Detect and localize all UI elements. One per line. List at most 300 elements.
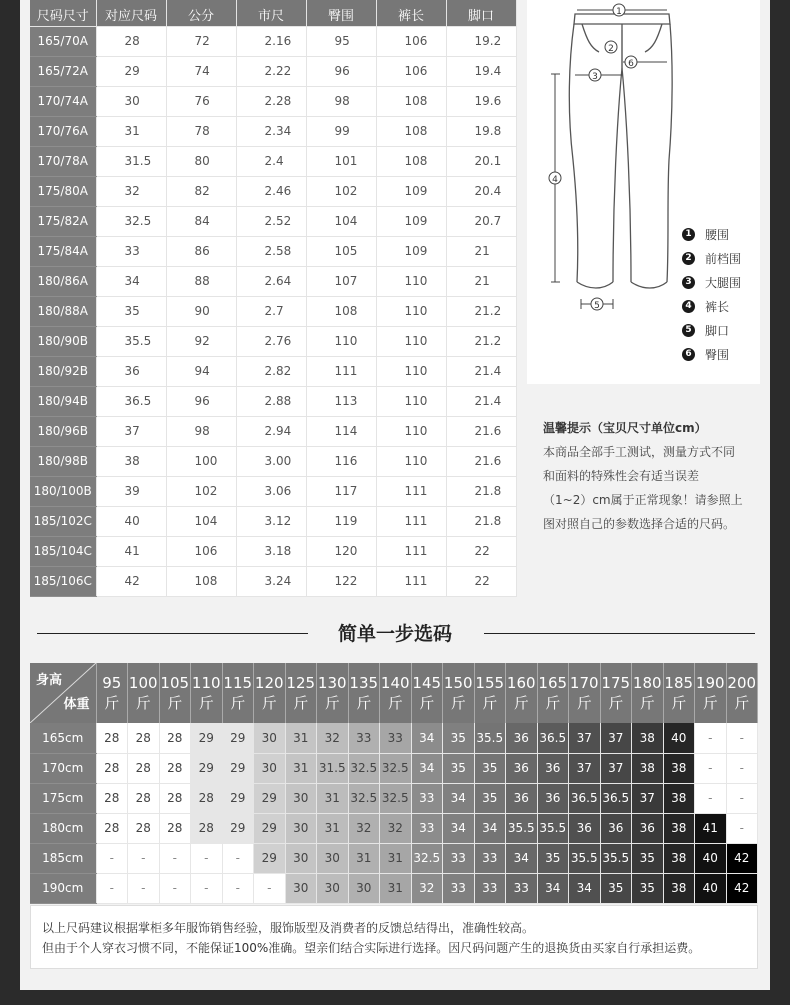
legend-number: 1 <box>682 228 695 241</box>
size-cell: 35.5 <box>537 813 569 843</box>
tips-line: 和面料的特殊性会有适当误差 <box>543 469 700 483</box>
size-cell: 33 <box>443 843 475 873</box>
weight-unit: 斤 <box>671 694 687 712</box>
size-cell: - <box>726 723 758 753</box>
legend-label: 裤长 <box>705 299 730 314</box>
size-cell: - <box>222 873 254 903</box>
size-value: 28 <box>96 26 166 56</box>
size-cell: 32.5 <box>348 783 380 813</box>
weight-value: 110 <box>191 674 221 692</box>
size-cell: 41 <box>695 813 727 843</box>
size-cell: 35.5 <box>569 843 601 873</box>
size-value: 110 <box>306 326 376 356</box>
size-value: 2.76 <box>236 326 306 356</box>
marker-5: 5 <box>594 301 600 311</box>
size-cell: 36 <box>506 783 538 813</box>
size-cell: 32.5 <box>380 783 412 813</box>
legend-label: 脚口 <box>705 323 730 338</box>
marker-2: 2 <box>608 44 614 54</box>
section-title: 简单一步选码 <box>337 623 452 645</box>
size-chart-header-cell: 尺码尺寸 <box>30 0 96 26</box>
size-label: 175/82A <box>30 206 96 236</box>
size-cell: 30 <box>254 723 286 753</box>
size-label: 180/90B <box>30 326 96 356</box>
size-value: 110 <box>376 266 446 296</box>
size-cell: 30 <box>317 843 349 873</box>
size-cell: 40 <box>695 843 727 873</box>
size-value: 104 <box>306 206 376 236</box>
size-cell: 32 <box>380 813 412 843</box>
weight-value: 185 <box>664 674 694 692</box>
size-cell: 28 <box>159 753 191 783</box>
height-label: 175cm <box>30 783 96 813</box>
size-cell: 31.5 <box>317 753 349 783</box>
size-cell: 29 <box>222 783 254 813</box>
weight-value: 120 <box>254 674 284 692</box>
size-value: 35.5 <box>96 326 166 356</box>
size-cell: 28 <box>128 783 160 813</box>
size-cell: 37 <box>569 753 601 783</box>
size-value: 38 <box>96 446 166 476</box>
size-cell: 28 <box>96 753 128 783</box>
weight-column-header <box>317 663 349 723</box>
weight-unit: 斤 <box>419 694 435 712</box>
size-value: 106 <box>376 56 446 86</box>
size-cell: 32.5 <box>380 753 412 783</box>
size-cell: 37 <box>569 723 601 753</box>
size-cell: - <box>695 723 727 753</box>
table-row <box>30 386 516 416</box>
size-cell: 30 <box>285 783 317 813</box>
size-cell: - <box>222 843 254 873</box>
size-cell: 36.5 <box>569 783 601 813</box>
size-value: 105 <box>306 236 376 266</box>
size-cell: 38 <box>663 783 695 813</box>
weight-unit: 斤 <box>167 694 183 712</box>
height-label: 170cm <box>30 753 96 783</box>
legend-item <box>682 246 741 270</box>
size-value: 35 <box>96 296 166 326</box>
size-cell: 36 <box>569 813 601 843</box>
table-row <box>30 176 516 206</box>
size-cell: 35 <box>474 753 506 783</box>
legend-item <box>682 270 741 294</box>
size-value: 2.34 <box>236 116 306 146</box>
size-cell: 33 <box>380 723 412 753</box>
size-cell: 33 <box>474 843 506 873</box>
size-value: 21.4 <box>446 356 516 386</box>
size-value: 109 <box>376 206 446 236</box>
size-value: 21 <box>446 266 516 296</box>
table-row <box>30 56 516 86</box>
weight-unit: 斤 <box>104 694 120 712</box>
table-row <box>30 326 516 356</box>
size-cell: 30 <box>317 873 349 903</box>
size-cell: - <box>159 873 191 903</box>
size-cell: 34 <box>411 723 443 753</box>
size-cell: 40 <box>663 723 695 753</box>
size-cell: 33 <box>348 723 380 753</box>
size-cell: 35.5 <box>506 813 538 843</box>
size-value: 90 <box>166 296 236 326</box>
size-cell: 29 <box>222 813 254 843</box>
size-cell: 29 <box>191 753 223 783</box>
weight-value: 130 <box>317 674 347 692</box>
size-value: 41 <box>96 536 166 566</box>
weight-value: 145 <box>412 674 442 692</box>
size-cell: 38 <box>632 753 664 783</box>
size-cell: 37 <box>600 753 632 783</box>
size-value: 101 <box>306 146 376 176</box>
size-cell: 33 <box>443 873 475 903</box>
size-value: 21.6 <box>446 446 516 476</box>
pants-measurement-diagram <box>527 0 760 384</box>
size-cell: - <box>726 753 758 783</box>
weight-unit: 斤 <box>293 694 309 712</box>
height-label: 190cm <box>30 873 96 903</box>
size-cell: 35 <box>600 873 632 903</box>
legend-number: 2 <box>682 252 695 265</box>
size-value: 100 <box>166 446 236 476</box>
table-row <box>30 266 516 296</box>
table-row <box>30 723 758 753</box>
size-value: 29 <box>96 56 166 86</box>
weight-column-header <box>537 663 569 723</box>
weight-value: 170 <box>569 674 599 692</box>
size-value: 20.4 <box>446 176 516 206</box>
size-cell: 37 <box>632 783 664 813</box>
weight-unit: 斤 <box>513 694 529 712</box>
size-cell: 31 <box>380 873 412 903</box>
size-cell: - <box>96 843 128 873</box>
size-value: 111 <box>306 356 376 386</box>
size-cell: 42 <box>726 873 758 903</box>
weight-unit: 斤 <box>387 694 403 712</box>
legend-label: 臀围 <box>705 347 730 362</box>
size-value: 98 <box>166 416 236 446</box>
table-row <box>30 813 758 843</box>
size-cell: 34 <box>443 783 475 813</box>
weight-column-header <box>96 663 128 723</box>
weight-value: 140 <box>380 674 410 692</box>
weight-column-header <box>695 663 727 723</box>
size-cell: 32.5 <box>348 753 380 783</box>
size-label: 170/76A <box>30 116 96 146</box>
size-cell: 28 <box>128 813 160 843</box>
weight-column-header <box>254 663 286 723</box>
size-value: 36.5 <box>96 386 166 416</box>
size-value: 108 <box>166 566 236 596</box>
size-value: 108 <box>306 296 376 326</box>
size-label: 180/92B <box>30 356 96 386</box>
marker-4: 4 <box>552 175 558 185</box>
size-label: 165/72A <box>30 56 96 86</box>
size-value: 92 <box>166 326 236 356</box>
size-cell: 28 <box>96 813 128 843</box>
size-cell: 33 <box>506 873 538 903</box>
size-cell: 36 <box>600 813 632 843</box>
table-row <box>30 206 516 236</box>
size-value: 22 <box>446 536 516 566</box>
size-value: 31 <box>96 116 166 146</box>
weight-column-header <box>285 663 317 723</box>
measurement-legend <box>682 222 741 366</box>
size-cell: 35 <box>443 753 475 783</box>
table-row <box>30 116 516 146</box>
size-label: 180/96B <box>30 416 96 446</box>
weight-column-header <box>663 663 695 723</box>
weight-label: 体重 <box>63 697 90 712</box>
weight-value: 150 <box>443 674 473 692</box>
size-cell: 31 <box>380 843 412 873</box>
table-row <box>30 753 758 783</box>
size-value: 109 <box>376 176 446 206</box>
size-cell: 36.5 <box>537 723 569 753</box>
table-row <box>30 356 516 386</box>
table-row <box>30 536 516 566</box>
size-cell: 38 <box>663 813 695 843</box>
size-cell: - <box>726 813 758 843</box>
size-value: 34 <box>96 266 166 296</box>
size-cell: 33 <box>474 873 506 903</box>
weight-column-header <box>569 663 601 723</box>
size-value: 111 <box>376 536 446 566</box>
table-row <box>30 873 758 903</box>
footnote-line: 但由于个人穿衣习惯不同，不能保证100%准确。望亲们结合实际进行选择。因尺码问题产生的退换货由买家自行承担运费。 <box>42 941 701 955</box>
weight-unit: 斤 <box>230 694 246 712</box>
size-cell: 38 <box>663 843 695 873</box>
size-value: 21.6 <box>446 416 516 446</box>
size-chart-header-cell: 臀围 <box>306 0 376 26</box>
tips-line: （1~2）cm属于正常现象！请参照上 <box>543 493 743 507</box>
size-value: 31.5 <box>96 146 166 176</box>
size-cell: 33 <box>411 783 443 813</box>
size-value: 108 <box>376 146 446 176</box>
weight-unit: 斤 <box>734 694 750 712</box>
size-value: 19.4 <box>446 56 516 86</box>
size-value: 98 <box>306 86 376 116</box>
size-cell: 30 <box>254 753 286 783</box>
size-value: 110 <box>376 326 446 356</box>
size-value: 76 <box>166 86 236 116</box>
weight-column-header <box>159 663 191 723</box>
size-value: 119 <box>306 506 376 536</box>
size-cell: - <box>726 783 758 813</box>
table-row <box>30 416 516 446</box>
size-value: 21.4 <box>446 386 516 416</box>
size-value: 19.6 <box>446 86 516 116</box>
size-cell: 31 <box>285 753 317 783</box>
size-value: 99 <box>306 116 376 146</box>
legend-number: 5 <box>682 324 695 337</box>
legend-item <box>682 318 741 342</box>
weight-unit: 斤 <box>639 694 655 712</box>
size-value: 111 <box>376 476 446 506</box>
weight-column-header <box>380 663 412 723</box>
weight-unit: 斤 <box>198 694 214 712</box>
legend-number: 6 <box>682 348 695 361</box>
size-cell: 28 <box>96 723 128 753</box>
legend-item <box>682 222 741 246</box>
weight-value: 160 <box>506 674 536 692</box>
size-value: 32.5 <box>96 206 166 236</box>
size-value: 106 <box>376 26 446 56</box>
size-value: 21.2 <box>446 326 516 356</box>
size-value: 110 <box>376 356 446 386</box>
legend-label: 前档围 <box>705 251 742 266</box>
size-cell: 36 <box>632 813 664 843</box>
weight-column-header <box>443 663 475 723</box>
size-value: 94 <box>166 356 236 386</box>
size-chart-table <box>30 0 517 597</box>
size-value: 2.16 <box>236 26 306 56</box>
size-value: 72 <box>166 26 236 56</box>
size-value: 82 <box>166 176 236 206</box>
size-label: 170/78A <box>30 146 96 176</box>
size-value: 36 <box>96 356 166 386</box>
size-cell: 35.5 <box>474 723 506 753</box>
weight-unit: 斤 <box>324 694 340 712</box>
size-value: 110 <box>376 446 446 476</box>
size-cell: 30 <box>285 843 317 873</box>
weight-value: 135 <box>349 674 379 692</box>
size-label: 185/104C <box>30 536 96 566</box>
size-value: 39 <box>96 476 166 506</box>
legend-item <box>682 294 741 318</box>
size-value: 22 <box>446 566 516 596</box>
size-value: 3.00 <box>236 446 306 476</box>
size-value: 111 <box>376 506 446 536</box>
size-cell: 35.5 <box>600 843 632 873</box>
size-label: 185/102C <box>30 506 96 536</box>
weight-value: 200 <box>727 674 757 692</box>
legend-number: 3 <box>682 276 695 289</box>
grid-corner <box>30 663 96 723</box>
size-label: 175/80A <box>30 176 96 206</box>
size-cell: 42 <box>726 843 758 873</box>
size-label: 180/94B <box>30 386 96 416</box>
size-value: 21.8 <box>446 476 516 506</box>
size-label: 170/74A <box>30 86 96 116</box>
size-value: 116 <box>306 446 376 476</box>
size-value: 3.12 <box>236 506 306 536</box>
footnote-line: 以上尺码建议根据掌柜多年服饰销售经验，服饰版型及消费者的反馈总结得出，准确性较高。 <box>42 921 535 935</box>
size-cell: 31 <box>317 813 349 843</box>
size-cell: 32 <box>317 723 349 753</box>
size-value: 95 <box>306 26 376 56</box>
size-value: 2.64 <box>236 266 306 296</box>
size-cell: - <box>128 843 160 873</box>
size-value: 120 <box>306 536 376 566</box>
size-cell: 34 <box>569 873 601 903</box>
size-label: 180/100B <box>30 476 96 506</box>
measurement-tips <box>543 416 753 536</box>
size-value: 88 <box>166 266 236 296</box>
size-cell: 38 <box>663 873 695 903</box>
weight-unit: 斤 <box>702 694 718 712</box>
weight-value: 125 <box>286 674 316 692</box>
weight-unit: 斤 <box>135 694 151 712</box>
weight-value: 165 <box>538 674 568 692</box>
marker-3: 3 <box>592 72 598 82</box>
tips-line: 图对照自己的参数选择合适的尺码。 <box>543 517 736 531</box>
size-value: 2.22 <box>236 56 306 86</box>
size-cell: 34 <box>411 753 443 783</box>
size-cell: 28 <box>159 783 191 813</box>
size-chart-header-cell: 公分 <box>166 0 236 26</box>
size-cell: 35 <box>632 843 664 873</box>
size-cell: 37 <box>600 723 632 753</box>
legend-item <box>682 342 741 366</box>
size-cell: 36 <box>537 783 569 813</box>
size-value: 102 <box>166 476 236 506</box>
size-value: 37 <box>96 416 166 446</box>
footnote <box>30 905 758 969</box>
size-value: 2.88 <box>236 386 306 416</box>
weight-unit: 斤 <box>261 694 277 712</box>
weight-unit: 斤 <box>482 694 498 712</box>
weight-column-header <box>726 663 758 723</box>
size-cell: 31 <box>285 723 317 753</box>
size-value: 80 <box>166 146 236 176</box>
table-row <box>30 506 516 536</box>
weight-column-header <box>348 663 380 723</box>
size-value: 2.58 <box>236 236 306 266</box>
weight-unit: 斤 <box>576 694 592 712</box>
size-cell: 36.5 <box>600 783 632 813</box>
weight-column-header <box>411 663 443 723</box>
size-value: 2.4 <box>236 146 306 176</box>
size-value: 110 <box>376 296 446 326</box>
size-value: 84 <box>166 206 236 236</box>
table-row <box>30 296 516 326</box>
size-cell: - <box>128 873 160 903</box>
size-value: 110 <box>376 416 446 446</box>
weight-value: 175 <box>601 674 631 692</box>
size-value: 3.24 <box>236 566 306 596</box>
size-cell: 38 <box>632 723 664 753</box>
size-value: 2.52 <box>236 206 306 236</box>
size-value: 30 <box>96 86 166 116</box>
weight-column-header <box>474 663 506 723</box>
size-label: 180/98B <box>30 446 96 476</box>
weight-value: 155 <box>475 674 505 692</box>
size-cell: 29 <box>191 723 223 753</box>
weight-value: 190 <box>695 674 725 692</box>
size-cell: 35 <box>474 783 506 813</box>
size-cell: 30 <box>348 873 380 903</box>
size-cell: 28 <box>159 813 191 843</box>
size-cell: 34 <box>443 813 475 843</box>
weight-unit: 斤 <box>545 694 561 712</box>
weight-unit: 斤 <box>356 694 372 712</box>
size-value: 3.18 <box>236 536 306 566</box>
size-cell: 34 <box>537 873 569 903</box>
size-value: 20.1 <box>446 146 516 176</box>
size-cell: 36 <box>506 723 538 753</box>
size-label: 180/86A <box>30 266 96 296</box>
size-value: 111 <box>376 566 446 596</box>
tips-line: 本商品全部手工测试，测量方式不同 <box>543 445 736 459</box>
size-value: 2.94 <box>236 416 306 446</box>
size-value: 21.8 <box>446 506 516 536</box>
table-row <box>30 783 758 813</box>
size-value: 19.8 <box>446 116 516 146</box>
size-cell: 30 <box>285 873 317 903</box>
size-value: 96 <box>166 386 236 416</box>
size-chart-header-cell: 脚口 <box>446 0 516 26</box>
size-value: 122 <box>306 566 376 596</box>
